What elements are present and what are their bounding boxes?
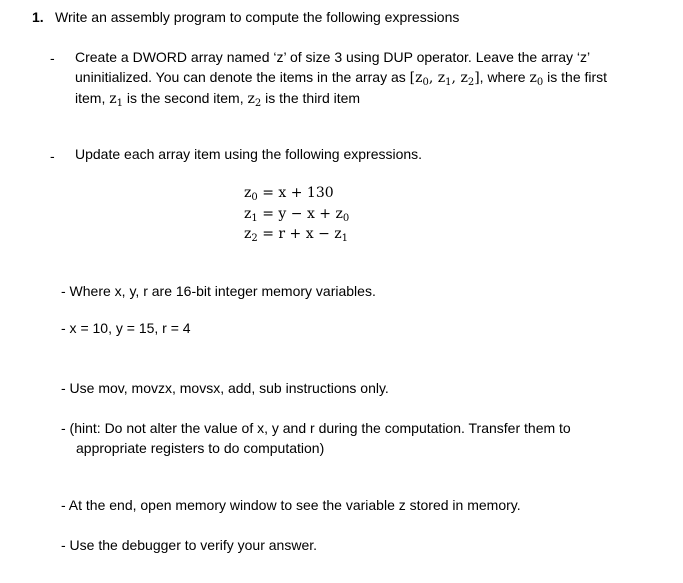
bullet-1-line-2: uninitialized. You can denote the items in the array as [$z_0$, $z_1$, $z_2$], where $z_0$ is the first <box>75 69 608 88</box>
bullet-1-line-3: item, $z_1$ is the second item, $z_2$ is the third item <box>75 90 361 109</box>
bullet-2-text: Update each array item using the following expressions. <box>75 146 423 162</box>
question-title: Write an assembly program to compute the following expressions <box>55 9 460 25</box>
bullet-3-text: - Where x, y, r are 16-bit integer memory variables. <box>61 283 376 299</box>
bullet-1-line-1: Create a DWORD array named ‘z’ of size 3 using DUP operator. Leave the array ‘z’ <box>75 49 591 65</box>
bullet-6-line-2: appropriate registers to do computation) <box>76 440 325 456</box>
equation-z1: $z_1 = y - x + z_0$ <box>244 206 350 224</box>
z1-inline: $z_1$ <box>109 91 123 109</box>
equation-z2: $z_2 = r + x - z_1$ <box>244 226 349 244</box>
z0-inline: $z_0$ <box>529 70 544 88</box>
bullet-8-text: - Use the debugger to verify your answer. <box>61 537 318 553</box>
equation-z0: $z_0 = x + 130$ <box>244 185 334 203</box>
question-number: 1. <box>32 9 44 25</box>
bullet-6-line-1: - (hint: Do not alter the value of x, y and r during the computation. Transfer them to <box>61 420 571 436</box>
bullet-1-text <box>75 47 607 109</box>
bullet-4-text: - x = 10, y = 15, r = 4 <box>61 320 191 336</box>
bullet-6-text <box>61 418 571 458</box>
bullet-dash-1: - <box>50 50 55 66</box>
array-notation: [$z_0$, $z_1$, $z_2$] <box>409 70 480 88</box>
bullet-5-text: - Use mov, movzx, movsx, add, sub instructions only. <box>61 380 389 396</box>
z2-inline: $z_2$ <box>247 91 262 109</box>
bullet-dash-2: - <box>50 148 55 164</box>
bullet-7-text: - At the end, open memory window to see the variable z stored in memory. <box>61 497 521 513</box>
